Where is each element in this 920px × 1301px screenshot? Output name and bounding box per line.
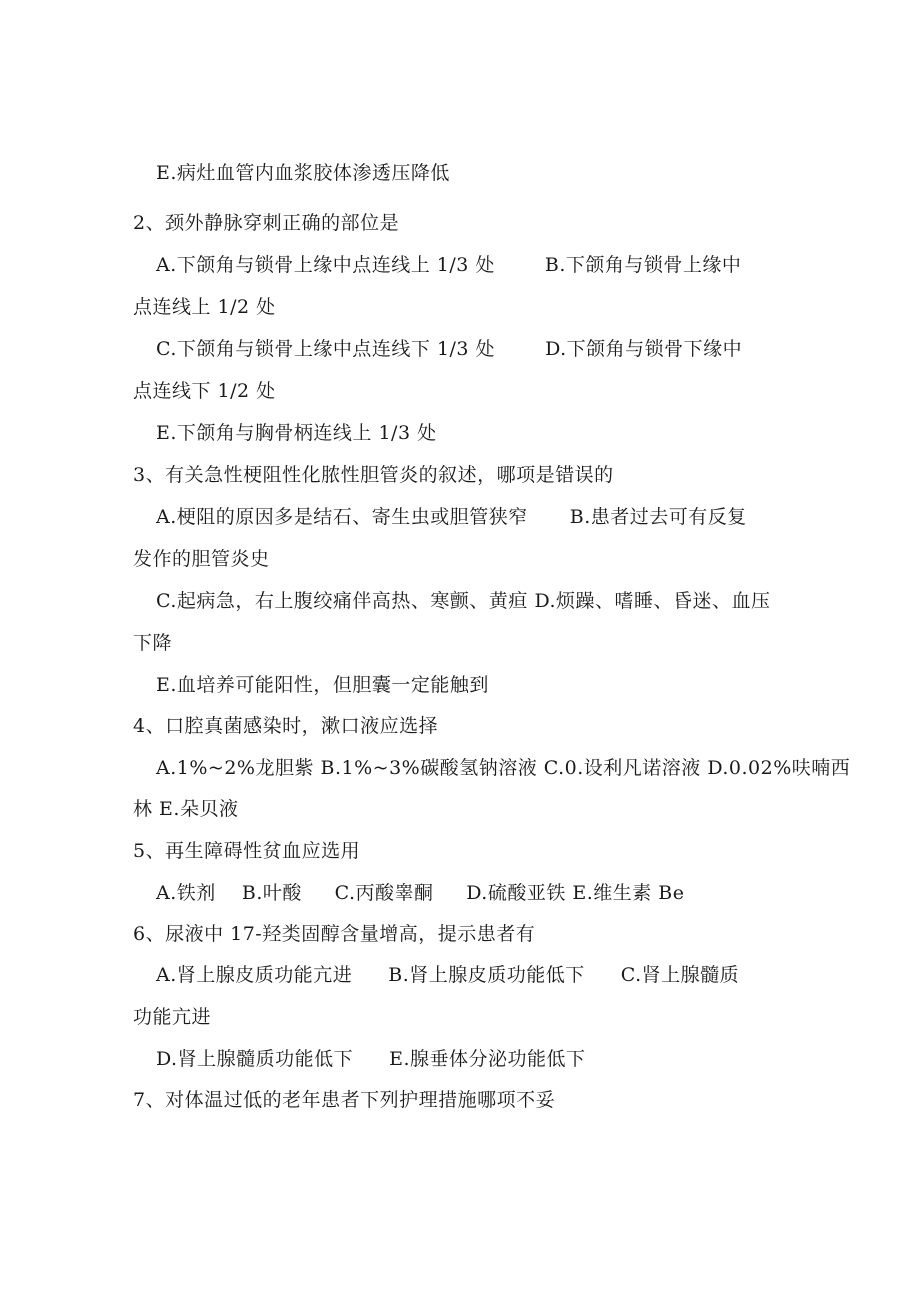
q2-option-b: B.下颌角与锁骨上缘中 xyxy=(544,254,742,276)
q5-options: A.铁剂 B.叶酸 C.丙酸睾酮 D.硫酸亚铁 E.维生素 Be xyxy=(156,882,685,904)
q2-option-d: D.下颌角与锁骨下缘中 xyxy=(545,338,743,360)
q6-option-b: B.肾上腺皮质功能低下 xyxy=(388,964,585,986)
q4-options: A.1%~2%龙胆紫 B.1%~3%碳酸氢钠溶液 C.0.设利凡诺溶液 D.0.02%呋喃西 xyxy=(156,757,851,779)
q6-option-e: E.腺垂体分泌功能低下 xyxy=(389,1048,586,1070)
question-5-title: 5、再生障碍性贫血应选用 xyxy=(133,840,361,862)
q1-option-e: E.病灶血管内血浆胶体渗透压降低 xyxy=(156,162,450,184)
q4-options-cont: 林 E.朵贝液 xyxy=(133,798,239,820)
q2-option-e: E.下颌角与胸骨柄连线上 1/3 处 xyxy=(156,422,437,444)
q2-option-d-cont: 点连线下 1/2 处 xyxy=(133,380,276,402)
q3-option-e: E.血培养可能阳性，但胆囊一定能触到 xyxy=(156,674,489,696)
q2-option-a: A.下颌角与锁骨上缘中点连线上 1/3 处 xyxy=(156,254,495,276)
q6-option-c: C.肾上腺髓质 xyxy=(620,964,740,986)
q2-option-c: C.下颌角与锁骨上缘中点连线下 1/3 处 xyxy=(156,338,496,360)
q2-options-ab xyxy=(156,253,741,277)
question-4-title: 4、口腔真菌感染时，漱口液应选择 xyxy=(133,715,439,737)
question-2-title: 2、颈外静脉穿刺正确的部位是 xyxy=(133,212,400,234)
q2-option-b-cont: 点连线上 1/2 处 xyxy=(133,296,276,318)
q2-options-cd xyxy=(156,337,742,361)
q3-option-a: A.梗阻的原因多是结石、寄生虫或胆管狭窄 xyxy=(156,506,528,528)
q3-option-d-cont: 下降 xyxy=(133,632,173,654)
q6-options-abc xyxy=(156,963,739,987)
q3-options-ab xyxy=(156,505,747,529)
q6-option-d: D.肾上腺髓质功能低下 xyxy=(156,1048,354,1070)
q3-option-b-cont: 发作的胆管炎史 xyxy=(133,548,270,570)
q6-option-c-cont: 功能亢进 xyxy=(133,1006,212,1028)
question-7-title: 7、对体温过低的老年患者下列护理措施哪项不妥 xyxy=(133,1089,556,1111)
question-6-title: 6、尿液中 17-羟类固醇含量增高，提示患者有 xyxy=(133,923,536,945)
q6-option-a: A.肾上腺皮质功能亢进 xyxy=(156,964,353,986)
question-3-title: 3、有关急性梗阻性化脓性胆管炎的叙述，哪项是错误的 xyxy=(133,464,614,486)
q3-options-cd: C.起病急，右上腹绞痛伴高热、寒颤、黄疸 D.烦躁、嗜睡、昏迷、血压 xyxy=(156,590,771,612)
q6-options-de xyxy=(156,1047,586,1071)
q3-option-b: B.患者过去可有反复 xyxy=(569,506,747,528)
